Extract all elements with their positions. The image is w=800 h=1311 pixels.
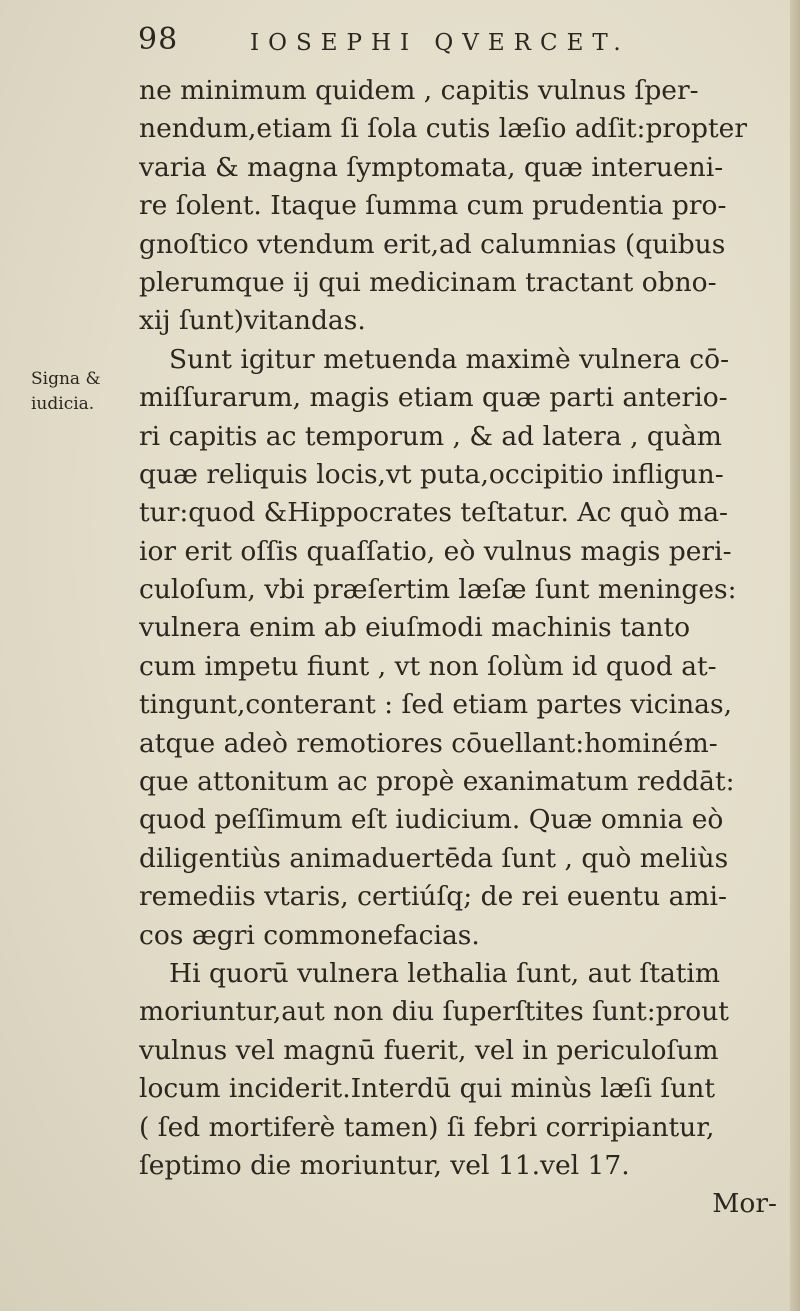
text-line: tur:quod &Hippocrates teſtatur. Ac quò ma- (139, 497, 729, 529)
text-line: ne minimum quidem , capitis vulnus ſper- (139, 75, 699, 106)
margin-note-line: iudicia. (31, 394, 95, 414)
text-line: quod peſſimum eſt iudicium. Quæ omnia eò (139, 804, 724, 836)
margin-note (31, 367, 131, 417)
text-line: plerumque ij qui medicinam tractant obno- (139, 266, 717, 298)
running-head: IOSEPHI QVERCET. (250, 30, 630, 56)
text-line: moriuntur,aut non diu ſuperſtites ſunt:prout (139, 996, 729, 1028)
text-line: ior erit oſſis quaſſatio, eò vulnus magis peri- (139, 535, 732, 567)
text-line: culoſum, vbi præſertim læſæ ſunt meninges: (139, 574, 737, 606)
text-line: Hi quorū vulnera lethalia ſunt, aut ſtatim (169, 957, 721, 989)
text-line: ri capitis ac temporum , & ad latera , quàm (139, 420, 722, 452)
body-text (139, 72, 787, 1224)
page-edge-shadow (790, 0, 800, 1311)
text-line: gnoſtico vtendum erit,ad calumnias (quibus (139, 228, 726, 260)
text-line: locum inciderit.Interdū qui minùs læſi ſunt (139, 1073, 715, 1105)
text-line: nendum,etiam ſi ſola cutis læſio adſit:propter (139, 113, 747, 145)
text-line: ſeptimo die moriuntur, vel 11.vel 17. (139, 1149, 630, 1181)
page-header (132, 22, 692, 62)
text-line: cos ægri commonefacias. (139, 919, 480, 951)
text-line: vulnus vel magnū fuerit, vel in periculoſum (139, 1034, 719, 1066)
text-line: re ſolent. Itaque ſumma cum prudentia pro- (139, 190, 727, 222)
text-line: vulnera enim ab eiuſmodi machinis tanto (139, 612, 691, 644)
text-line: varia & magna ſymptomata, quæ interueni- (139, 151, 724, 183)
margin-note-line: Signa & (31, 369, 101, 389)
text-line: atque adeò remotiores cōuellant:hominém- (139, 727, 718, 759)
catchword: Mor- (712, 1188, 777, 1220)
text-line: ( ſed mortiferè tamen) ſi febri corripiantur, (139, 1111, 715, 1143)
text-line: xij ſunt)vitandas. (139, 305, 366, 337)
text-line: diligentiùs animaduertēda ſunt , quò meliùs (139, 842, 729, 874)
text-line: miſſurarum, magis etiam quæ parti anterio- (139, 382, 728, 414)
text-line: quæ reliquis locis,vt puta,occipitio infligun- (139, 458, 724, 490)
text-line: cum impetu fiunt , vt non ſolùm id quod at- (139, 650, 717, 682)
page-number: 98 (138, 22, 179, 57)
text-line: Sunt igitur metuenda maximè vulnera cō- (169, 343, 730, 375)
text-line: que attonitum ac propè exanimatum reddāt: (139, 766, 735, 798)
text-line: tingunt,conterant : ſed etiam partes vicinas, (139, 689, 732, 721)
text-line: remediis vtaris, certiúſq; de rei euentu ami- (139, 881, 727, 913)
